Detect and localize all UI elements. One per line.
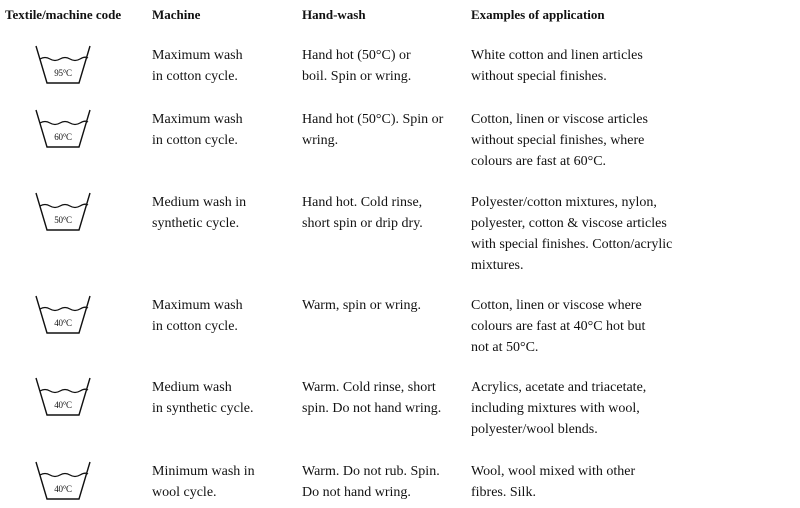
machine-cell: Maximum wash in cotton cycle. <box>152 112 243 148</box>
examples-cell: Polyester/cotton mixtures, nylon, polyester, cotton & viscose articles with special finishes. Cotton/acrylic mixtures. <box>471 195 673 273</box>
hand-wash-cell: Warm. Do not rub. Spin. Do not hand wring. <box>302 464 440 500</box>
examples-cell: Acrylics, acetate and triacetate, including mixtures with wool, polyester/wool blends. <box>471 380 647 437</box>
washtub-icon <box>35 295 91 339</box>
washtub-icon <box>35 45 91 89</box>
hand-wash-cell: Hand hot. Cold rinse, short spin or drip dry. <box>302 195 423 231</box>
washtub-icon <box>35 109 91 153</box>
temperature-label: 40°C <box>54 484 72 494</box>
examples-cell: Wool, wool mixed with other fibres. Silk. <box>471 464 636 500</box>
machine-cell: Maximum wash in cotton cycle. <box>152 48 243 84</box>
hand-wash-cell: Hand hot (50°C). Spin or wring. <box>302 112 444 148</box>
header-hand-wash: Hand-wash <box>302 7 366 22</box>
washtub-icon <box>35 461 91 505</box>
examples-cell: Cotton, linen or viscose articles without special finishes, where colours are fast at 60°C. <box>471 112 648 169</box>
header-textile-machine-code: Textile/machine code <box>5 7 122 22</box>
hand-wash-cell: Warm, spin or wring. <box>302 298 422 313</box>
hand-wash-cell: Hand hot (50°C) or boil. Spin or wring. <box>302 48 412 84</box>
temperature-label: 60°C <box>54 132 72 142</box>
washtub-icon <box>35 377 91 421</box>
washtub-icon <box>35 192 91 236</box>
examples-cell: White cotton and linen articles without special finishes. <box>471 48 643 84</box>
temperature-label: 40°C <box>54 318 72 328</box>
machine-cell: Medium wash in synthetic cycle. <box>152 380 254 416</box>
machine-cell: Maximum wash in cotton cycle. <box>152 298 243 334</box>
header-machine: Machine <box>152 7 201 22</box>
temperature-label: 95°C <box>54 68 72 78</box>
machine-cell: Medium wash in synthetic cycle. <box>152 195 247 231</box>
hand-wash-cell: Warm. Cold rinse, short spin. Do not hand wring. <box>302 380 442 416</box>
examples-cell: Cotton, linen or viscose where colours are fast at 40°C hot but not at 50°C. <box>471 298 646 355</box>
machine-cell: Minimum wash in wool cycle. <box>152 464 255 500</box>
temperature-label: 40°C <box>54 400 72 410</box>
temperature-label: 50°C <box>54 215 72 225</box>
header-examples-of-application: Examples of application <box>471 7 605 22</box>
